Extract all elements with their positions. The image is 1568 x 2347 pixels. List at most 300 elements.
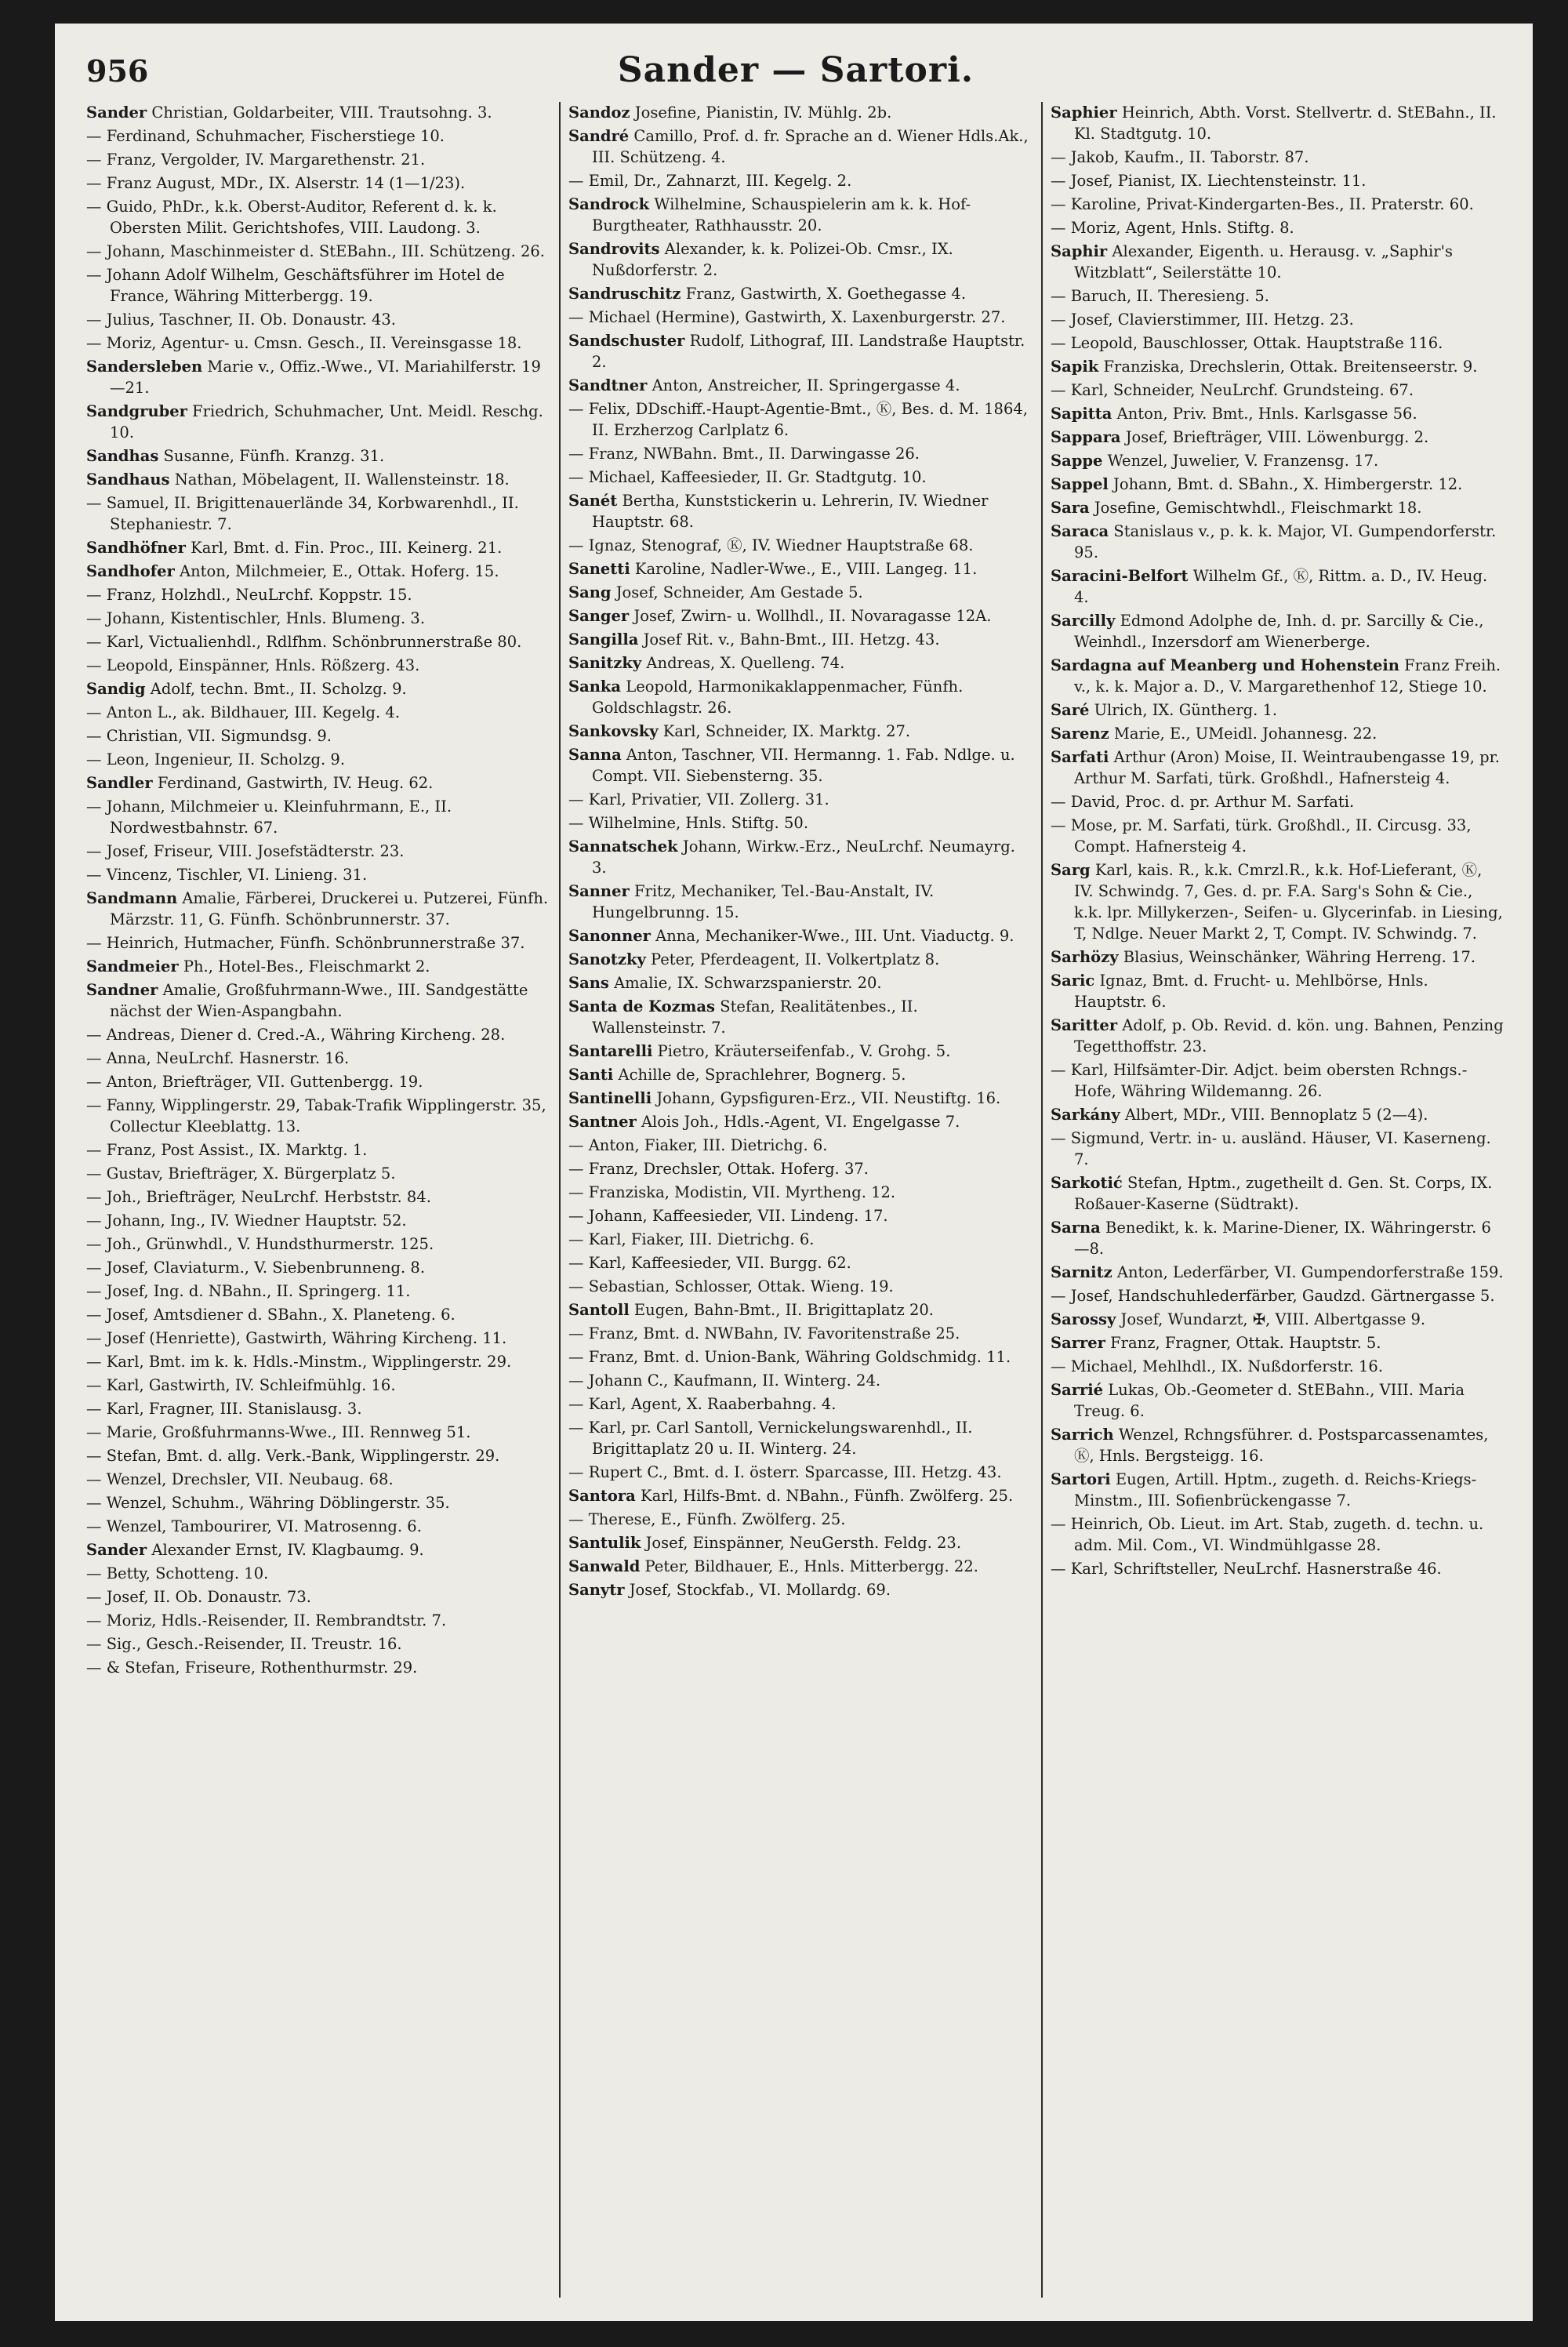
entry-surname: Sarfati	[1051, 748, 1109, 766]
entry-details: — Josef, Ing. d. NBahn., II. Springerg. 11.	[86, 1282, 411, 1300]
directory-entry	[86, 1422, 549, 1443]
entry-surname: Sandhofer	[86, 562, 175, 580]
entry-details: — Josef, Handschuhlederfärber, Gaudzd. Gärtnergasse 5.	[1051, 1287, 1495, 1305]
entry-details: — Jakob, Kaufm., II. Taborstr. 87.	[1051, 148, 1309, 166]
entry-details: — Karl, Schriftsteller, NeuLrchf. Hasnerstraße 46.	[1051, 1560, 1442, 1578]
directory-entry	[568, 1064, 1031, 1085]
directory-entry	[568, 1370, 1031, 1391]
directory-entry	[86, 979, 549, 1022]
entry-details: — Franz, Post Assist., IX. Marktg. 1.	[86, 1141, 368, 1159]
directory-entry	[86, 1657, 549, 1678]
directory-entry	[86, 309, 549, 330]
entry-details: — Leopold, Einspänner, Hnls. Rößzerg. 43.	[86, 656, 420, 674]
entry-surname: Santarelli	[568, 1042, 653, 1060]
entry-details: Josef Rit. v., Bahn-Bmt., III. Hetzg. 43.	[638, 630, 940, 649]
directory-entry	[568, 1276, 1031, 1297]
directory-entry	[568, 125, 1031, 168]
directory-entry	[568, 1135, 1031, 1156]
entry-details: — Josef (Henriette), Gastwirth, Währing Kircheng. 11.	[86, 1329, 507, 1347]
entry-surname: Sanetti	[568, 560, 630, 578]
entry-details: Adolf, p. Ob. Revid. d. kön. ung. Bahnen, Penzing Tegetthoffstr. 23.	[1074, 1016, 1504, 1055]
entry-details: Josef, Stockfab., VI. Mollardg. 69.	[624, 1581, 891, 1599]
entry-details: Heinrich, Abth. Vorst. Stellvertr. d. StEBahn., II. Kl. Stadtgutg. 10.	[1074, 104, 1497, 143]
directory-entry	[1051, 170, 1505, 191]
directory-entry	[568, 1088, 1031, 1109]
entry-details: — Karl, Bmt. im k. k. Hdls.-Minstm., Wipplingerstr. 29.	[86, 1353, 512, 1371]
entry-details: — Vincenz, Tischler, VI. Linieng. 31.	[86, 866, 368, 884]
directory-body	[86, 102, 1505, 2298]
directory-entry	[86, 725, 549, 747]
directory-entry	[1051, 859, 1505, 944]
entry-details: — Franz, Drechsler, Ottak. Hoferg. 37.	[568, 1160, 869, 1178]
directory-entry	[86, 241, 549, 262]
entry-surname: Sannatschek	[568, 837, 678, 856]
entry-details: Franziska, Drechslerin, Ottak. Breitenseerstr. 9.	[1098, 358, 1478, 376]
directory-entry	[86, 356, 549, 398]
entry-details: — Karl, Kaffeesieder, VII. Burgg. 62.	[568, 1254, 851, 1272]
entry-surname: Sarrer	[1051, 1334, 1105, 1352]
entry-details: Arthur (Aron) Moise, II. Weintraubengasse 19, pr. Arthur M. Sarfati, türk. Großhdl., Hafnersteig 4.	[1074, 748, 1500, 787]
entry-details: Franz Freih. v., k. k. Major a. D., V. Margarethenhof 12, Stiege 10.	[1074, 656, 1501, 696]
entry-details: Amalie, Färberei, Druckerei u. Putzerei, Fünfh. Märzstr. 11, G. Fünfh. Schönbrunnerstr. 37.	[110, 889, 549, 928]
entry-details: — Sebastian, Schlosser, Ottak. Wieng. 19.	[568, 1277, 894, 1295]
entry-surname: Sander	[86, 104, 147, 122]
directory-entry	[86, 1375, 549, 1396]
entry-details: — Josef, Amtsdiener d. SBahn., X. Planeteng. 6.	[86, 1306, 456, 1324]
directory-entry	[86, 1610, 549, 1631]
entry-details: Anton, Anstreicher, II. Springergasse 4.	[647, 376, 960, 394]
entry-details: — Anton L., ak. Bildhauer, III. Kegelg. 4.	[86, 703, 401, 721]
directory-entry	[1051, 1015, 1505, 1057]
entry-surname: Sardagna auf Meanberg und Hohenstein	[1051, 656, 1399, 674]
entry-details: Leopold, Harmonikaklappenmacher, Fünfh. Goldschlagstr. 26.	[592, 678, 964, 717]
directory-entry	[568, 194, 1031, 236]
entry-details: — Sigmund, Vertr. in- u. ausländ. Häuser, VI. Kaserneng. 7.	[1051, 1129, 1491, 1168]
directory-entry	[568, 1158, 1031, 1179]
directory-entry	[1051, 1128, 1505, 1170]
entry-details: — Franz, Bmt. d. NWBahn, IV. Favoritenstraße 25.	[568, 1324, 960, 1342]
entry-details: — Julius, Taschner, II. Ob. Donaustr. 43.	[86, 311, 397, 329]
entry-surname: Sanwald	[568, 1557, 641, 1575]
directory-entry	[86, 956, 549, 977]
entry-details: Alexander Ernst, IV. Klagbaumg. 9.	[147, 1541, 424, 1559]
directory-entry	[1051, 1558, 1505, 1579]
entry-surname: Santulik	[568, 1534, 641, 1552]
entry-surname: Sander	[86, 1541, 147, 1559]
entry-surname: Sanét	[568, 492, 618, 510]
directory-entry	[86, 125, 549, 147]
directory-entry	[1051, 147, 1505, 168]
entry-surname: Sanka	[568, 678, 622, 696]
entry-details: — Marie, Großfuhrmanns-Wwe., III. Rennweg 51.	[86, 1423, 471, 1441]
directory-entry	[1051, 791, 1505, 812]
entry-details: Alexander, k. k. Polizei-Ob. Cmsr., IX. Nußdorferstr. 2.	[592, 240, 953, 279]
entry-details: — Felix, DDschiff.-Haupt-Agentie-Bmt., Ⓚ, Bes. d. M. 1864, II. Erzherzog Carlplatz 6.	[568, 400, 1028, 439]
directory-entry	[86, 1186, 549, 1208]
entry-details: Stanislaus v., p. k. k. Major, VI. Gumpendorferstr. 95.	[1074, 522, 1497, 561]
directory-entry	[1051, 1469, 1505, 1511]
entry-details: — David, Proc. d. pr. Arthur M. Sarfati.	[1051, 793, 1355, 811]
entry-surname: Santora	[568, 1487, 636, 1505]
entry-details: Blasius, Weinschänker, Währing Herreng. 17.	[1118, 948, 1476, 966]
entry-details: — Johann, Maschinmeister d. StEBahn., III. Schützeng. 26.	[86, 242, 545, 260]
entry-details: Alexander, Eigenth. u. Herausg. v. „Saphir's Witzblatt“, Seilerstätte 10.	[1074, 242, 1453, 282]
entry-details: Stefan, Hptm., zugetheilt d. Gen. St. Corps, IX. Roßauer-Kaserne (Südtrakt).	[1074, 1174, 1493, 1213]
entry-details: Peter, Bildhauer, E., Hnls. Mitterbergg. 22.	[640, 1557, 978, 1575]
entry-details: — Leopold, Bauschlosser, Ottak. Hauptstraße 116.	[1051, 334, 1443, 352]
directory-entry	[568, 535, 1031, 556]
entry-surname: Sarna	[1051, 1219, 1101, 1237]
entry-details: Karl, Bmt. d. Fin. Proc., III. Keinerg. 21.	[185, 539, 503, 557]
directory-entry	[86, 492, 549, 535]
entry-details: Adolf, techn. Bmt., II. Scholzg. 9.	[145, 680, 407, 698]
entry-details: — Joh., Briefträger, NeuLrchf. Herbststr. 84.	[86, 1188, 431, 1206]
entry-details: Josef, Zwirn- u. Wollhdl., II. Novaragasse 12A.	[629, 607, 992, 625]
directory-entry	[568, 1252, 1031, 1273]
entry-details: Franz, Gastwirth, X. Goethegasse 4.	[681, 285, 967, 303]
directory-entry	[1051, 1104, 1505, 1125]
entry-details: Ignaz, Bmt. d. Frucht- u. Mehlbörse, Hnls. Hauptstr. 6.	[1074, 972, 1428, 1011]
entry-details: Ulrich, IX. Güntherg. 1.	[1089, 701, 1278, 719]
directory-entry	[1051, 946, 1505, 968]
entry-details: — Franz August, MDr., IX. Alserstr. 14 (1—1/23).	[86, 174, 466, 192]
directory-entry	[86, 749, 549, 770]
directory-entry	[1051, 356, 1505, 377]
directory-entry	[1051, 1332, 1505, 1353]
entry-details: Susanne, Fünfh. Kranzg. 31.	[158, 447, 385, 465]
entry-details: Albert, MDr., VIII. Bennoplatz 5 (2—4).	[1120, 1106, 1428, 1124]
directory-entry	[568, 652, 1031, 674]
entry-details: — Johann, Ing., IV. Wiedner Hauptstr. 52.	[86, 1212, 407, 1230]
directory-entry	[86, 1163, 549, 1184]
directory-entry	[1051, 1513, 1505, 1556]
directory-entry	[86, 1048, 549, 1069]
directory-entry	[86, 1516, 549, 1537]
entry-details: — Moriz, Hdls.-Reisender, II. Rembrandtstr. 7.	[86, 1611, 447, 1629]
directory-entry	[568, 307, 1031, 328]
entry-details: — Johann, Milchmeier u. Kleinfuhrmann, E., II. Nordwestbahnstr. 67.	[86, 797, 452, 837]
directory-entry	[86, 445, 549, 467]
entry-surname: Saraca	[1051, 522, 1109, 540]
entry-surname: Sanonner	[568, 927, 651, 945]
entry-details: — Fanny, Wipplingerstr. 29, Tabak-Trafik Wipplingerstr. 35, Collectur Kleeblattg. 13.	[86, 1096, 546, 1135]
entry-surname: Sangilla	[568, 630, 639, 649]
entry-surname: Saritter	[1051, 1016, 1118, 1034]
entry-surname: Sandler	[86, 774, 153, 792]
entry-details: Friedrich, Schuhmacher, Unt. Meidl. Reschg. 10.	[110, 402, 543, 441]
directory-entry	[568, 170, 1031, 191]
directory-entry	[568, 1299, 1031, 1321]
directory-entry	[1051, 474, 1505, 495]
entry-details: — Andreas, Diener d. Cred.-A., Währing Kircheng. 28.	[86, 1026, 506, 1044]
directory-entry	[568, 1556, 1031, 1577]
entry-surname: Sandig	[86, 680, 146, 698]
entry-surname: Santi	[568, 1066, 614, 1084]
entry-surname: Sankovsky	[568, 722, 659, 740]
directory-entry	[568, 375, 1031, 396]
entry-details: — Michael (Hermine), Gastwirth, X. Laxenburgerstr. 27.	[568, 308, 1006, 326]
directory-entry	[568, 1509, 1031, 1530]
entry-details: Achille de, Sprachlehrer, Bognerg. 5.	[613, 1066, 906, 1084]
entry-details: — Karl, Hilfsämter-Dir. Adjct. beim obersten Rchngs.-Hofe, Währing Wildemanng. 26.	[1051, 1061, 1468, 1100]
entry-details: — Franziska, Modistin, VII. Myrtheng. 12.	[568, 1183, 896, 1201]
directory-entry	[86, 561, 549, 582]
entry-details: — Ferdinand, Schuhmacher, Fischerstiege 10.	[86, 127, 445, 145]
directory-entry	[86, 1469, 549, 1490]
directory-entry	[568, 996, 1031, 1038]
entry-surname: Sandmann	[86, 889, 178, 907]
entry-surname: Sans	[568, 974, 609, 992]
entry-details: Eugen, Bahn-Bmt., II. Brigittaplatz 20.	[629, 1301, 934, 1319]
directory-entry	[86, 1492, 549, 1513]
entry-surname: Saracini-Belfort	[1051, 567, 1189, 585]
entry-details: — Karl, Fiaker, III. Dietrichg. 6.	[568, 1230, 815, 1248]
entry-details: Amalie, Großfuhrmann-Wwe., III. Sandgestätte nächst der Wien-Aspangbahn.	[110, 981, 528, 1020]
directory-entry	[86, 655, 549, 676]
entry-surname: Sandhöfner	[86, 539, 186, 557]
directory-entry	[1051, 970, 1505, 1012]
entry-surname: Sandtner	[568, 376, 648, 394]
entry-details: Wilhelmine, Schauspielerin am k. k. Hof-Burgtheater, Rathhausstr. 20.	[592, 195, 971, 234]
entry-details: — Johann, Kistentischler, Hnls. Blumeng. 3.	[86, 609, 426, 627]
directory-entry	[568, 330, 1031, 372]
directory-entry	[86, 1563, 549, 1584]
directory-entry	[568, 1485, 1031, 1506]
directory-entry	[568, 1346, 1031, 1368]
entry-details: — Christian, VII. Sigmundsg. 9.	[86, 727, 332, 745]
entry-details: — Karoline, Privat-Kindergarten-Bes., II. Praterstr. 60.	[1051, 195, 1474, 213]
directory-entry	[86, 1095, 549, 1137]
directory-entry	[568, 881, 1031, 923]
entry-surname: Sanotzky	[568, 950, 646, 968]
entry-details: Alois Joh., Hdls.-Agent, VI. Engelgasse 7.	[636, 1113, 960, 1131]
entry-details: Johann, Wirkw.-Erz., NeuLrchf. Neumayrg. 3.	[592, 837, 1015, 877]
directory-entry	[568, 1323, 1031, 1344]
directory-entry	[1051, 699, 1505, 721]
entry-details: — Sig., Gesch.-Reisender, II. Treustr. 16.	[86, 1635, 402, 1653]
entry-details: — Ignaz, Stenograf, Ⓚ, IV. Wiedner Hauptstraße 68.	[568, 536, 974, 554]
directory-entry	[1051, 1379, 1505, 1422]
entry-surname: Sapitta	[1051, 405, 1112, 423]
entry-details: — Moriz, Agentur- u. Cmsn. Gesch., II. Vereinsgasse 18.	[86, 334, 522, 352]
entry-surname: Sarrié	[1051, 1381, 1104, 1399]
directory-entry	[568, 605, 1031, 627]
entry-surname: Santinelli	[568, 1089, 652, 1107]
directory-entry	[1051, 217, 1505, 238]
entry-surname: Santner	[568, 1113, 637, 1131]
entry-details: — Karl, Gastwirth, IV. Schleifmühlg. 16.	[86, 1376, 396, 1394]
directory-entry	[86, 1139, 549, 1161]
entry-surname: Sarrich	[1051, 1426, 1114, 1444]
entry-details: Fritz, Mechaniker, Tel.-Bau-Anstalt, IV. Hungelbrunng. 15.	[592, 882, 935, 921]
entry-details: Karl, Hilfs-Bmt. d. NBahn., Fünfh. Zwölferg. 25.	[635, 1487, 1014, 1505]
directory-entry	[568, 1205, 1031, 1226]
entry-surname: Sandré	[568, 127, 630, 145]
directory-entry	[1051, 427, 1505, 448]
entry-surname: Sanitzky	[568, 654, 642, 672]
entry-details: — Wenzel, Tambourirer, VI. Matrosenng. 6.	[86, 1517, 422, 1535]
entry-surname: Sanna	[568, 746, 622, 764]
directory-entry	[568, 283, 1031, 304]
entry-details: Josef, Wundarzt, ✠, VIII. Albertgasse 9.	[1116, 1310, 1426, 1328]
entry-details: — Josef, II. Ob. Donaustr. 73.	[86, 1588, 311, 1606]
directory-entry	[568, 398, 1031, 441]
entry-details: Anton, Milchmeier, E., Ottak. Hoferg. 15.	[174, 562, 499, 580]
directory-entry	[86, 864, 549, 885]
directory-entry	[86, 1257, 549, 1278]
directory-entry	[1051, 1059, 1505, 1102]
entry-details: — Leon, Ingenieur, II. Scholzg. 9.	[86, 750, 346, 768]
entry-details: Edmond Adolphe de, Inh. d. pr. Sarcilly & Cie., Weinhdl., Inzersdorf am Wienerberge.	[1074, 612, 1484, 651]
entry-details: — Anna, NeuLrchf. Hasnerstr. 16.	[86, 1049, 350, 1067]
directory-entry	[1051, 610, 1505, 652]
entry-details: — Samuel, II. Brigittenauerlände 34, Korbwarenhdl., II. Stephaniestr. 7.	[86, 494, 519, 533]
directory-entry	[86, 932, 549, 954]
entry-surname: Sarenz	[1051, 725, 1109, 743]
entry-details: Johann, Gypsfiguren-Erz., VII. Neustiftg. 16.	[652, 1089, 1001, 1107]
entry-details: Karl, Schneider, IX. Marktg. 27.	[658, 722, 911, 740]
entry-surname: Sarkány	[1051, 1106, 1120, 1124]
entry-details: — Stefan, Bmt. d. allg. Verk.-Bank, Wipplingerstr. 29.	[86, 1447, 500, 1465]
directory-entry	[86, 1445, 549, 1466]
entry-surname: Sandgruber	[86, 402, 187, 420]
directory-entry	[1051, 1262, 1505, 1283]
directory-entry	[86, 1210, 549, 1231]
directory-entry	[568, 102, 1031, 123]
directory-entry	[1051, 565, 1505, 608]
entry-details: Nathan, Möbelagent, II. Wallensteinstr. 18.	[169, 470, 510, 489]
directory-entry	[86, 149, 549, 170]
entry-details: Wenzel, Juwelier, V. Franzensg. 17.	[1102, 452, 1379, 470]
directory-entry	[1051, 309, 1505, 330]
entry-details: Lukas, Ob.-Geometer d. StEBahn., VIII. Maria Treug. 6.	[1074, 1381, 1465, 1420]
directory-entry	[86, 584, 549, 605]
entry-details: — Therese, E., Fünfh. Zwölferg. 25.	[568, 1510, 846, 1528]
directory-entry	[86, 1071, 549, 1092]
entry-details: — Moriz, Agent, Hnls. Stiftg. 8.	[1051, 219, 1294, 237]
entry-surname: Santoll	[568, 1301, 630, 1319]
directory-entry	[568, 238, 1031, 281]
directory-entry	[568, 1182, 1031, 1203]
entry-details: — Betty, Schotteng. 10.	[86, 1564, 269, 1582]
directory-entry	[1051, 380, 1505, 401]
directory-entry	[1051, 241, 1505, 283]
entry-details: Ph., Hotel-Bes., Fleischmarkt 2.	[178, 957, 430, 975]
entry-surname: Sappara	[1051, 428, 1121, 446]
entry-details: — Guido, PhDr., k.k. Oberst-Auditor, Referent d. k. k. Obersten Milit. Gerichtshofes, VIII. Laudong. 3.	[86, 198, 497, 237]
directory-page	[55, 24, 1533, 2321]
directory-entry	[86, 264, 549, 307]
entry-details: — Karl, Schneider, NeuLrchf. Grundsteing. 67.	[1051, 381, 1414, 399]
entry-surname: Saré	[1051, 701, 1090, 719]
directory-entry	[86, 772, 549, 794]
entry-details: Andreas, X. Quelleng. 74.	[641, 654, 845, 672]
directory-entry	[86, 796, 549, 838]
directory-entry	[568, 1229, 1031, 1250]
directory-entry	[568, 744, 1031, 787]
directory-entry	[86, 1328, 549, 1349]
entry-details: — Johann Adolf Wilhelm, Geschäftsführer im Hotel de France, Währing Mitterbergg. 19.	[86, 266, 505, 305]
directory-entry	[86, 608, 549, 629]
entry-details: Josef, Briefträger, VIII. Löwenburgg. 2.	[1120, 428, 1429, 446]
entry-details: Anna, Mechaniker-Wwe., III. Unt. Viaductg. 9.	[650, 927, 1014, 945]
entry-surname: Sandhaus	[86, 470, 170, 489]
entry-details: Pietro, Kräuterseifenfab., V. Grohg. 5.	[652, 1042, 951, 1060]
directory-entry	[86, 1586, 549, 1608]
directory-entry	[86, 888, 549, 930]
directory-entry	[1051, 1172, 1505, 1215]
entry-details: — & Stefan, Friseure, Rothenthurmstr. 29.	[86, 1659, 418, 1677]
entry-details: — Gustav, Briefträger, X. Bürgerplatz 5.	[86, 1164, 396, 1183]
entry-surname: Saphier	[1051, 104, 1117, 122]
entry-details: — Heinrich, Hutmacher, Fünfh. Schönbrunnerstraße 37.	[86, 934, 525, 952]
entry-details: — Karl, Victualienhdl., Rdlfhm. Schönbrunnerstraße 80.	[86, 633, 522, 651]
directory-entry	[1051, 655, 1505, 697]
entry-surname: Saphir	[1051, 242, 1108, 260]
directory-entry	[86, 841, 549, 862]
entry-details: Johann, Bmt. d. SBahn., X. Himbergerstr. 12.	[1108, 475, 1463, 493]
entry-details: — Franz, Bmt. d. Union-Bank, Währing Goldschmidg. 11.	[568, 1348, 1011, 1366]
directory-entry	[568, 836, 1031, 878]
directory-entry	[568, 721, 1031, 742]
directory-entry	[1051, 285, 1505, 307]
entry-details: — Josef, Clavierstimmer, III. Hetzg. 23.	[1051, 311, 1354, 329]
directory-entry	[568, 812, 1031, 834]
directory-entry	[568, 1532, 1031, 1553]
directory-entry	[86, 1233, 549, 1255]
entry-details: — Heinrich, Ob. Lieut. im Art. Stab, zugeth. d. techn. u. adm. Mil. Com., VI. Windmühlgasse 28.	[1051, 1515, 1484, 1554]
directory-entry	[568, 1393, 1031, 1415]
directory-entry	[1051, 332, 1505, 354]
directory-entry	[1051, 1424, 1505, 1466]
entry-details: — Franz, Holzhdl., NeuLrchf. Koppstr. 15.	[86, 586, 412, 604]
entry-details: Josefine, Gemischtwhdl., Fleischmarkt 18.	[1089, 499, 1422, 517]
entry-details: Peter, Pferdeagent, II. Volkertplatz 8.	[645, 950, 940, 968]
directory-entry	[568, 676, 1031, 718]
directory-entry	[86, 678, 549, 699]
entry-details: Wilhelm Gf., Ⓚ, Rittm. a. D., IV. Heug. 4.	[1074, 567, 1488, 606]
directory-entry	[86, 1398, 549, 1419]
directory-entry	[86, 401, 549, 443]
entry-surname: Sartori	[1051, 1470, 1111, 1488]
directory-entry	[1051, 521, 1505, 563]
directory-entry	[568, 1462, 1031, 1483]
entry-surname: Sandner	[86, 981, 158, 999]
entry-details: Anton, Lederfärber, VI. Gumpendorferstraße 159.	[1112, 1263, 1504, 1281]
entry-surname: Sandschuster	[568, 332, 685, 350]
entry-details: Wenzel, Rchngsführer. d. Postsparcassenamtes, Ⓚ, Hnls. Bergsteigg. 16.	[1074, 1426, 1489, 1465]
entry-details: — Wenzel, Drechsler, VII. Neubaug. 68.	[86, 1470, 394, 1488]
entry-details: — Rupert C., Bmt. d. I. österr. Sparcasse, III. Hetzg. 43.	[568, 1463, 1002, 1481]
entry-details: Anton, Priv. Bmt., Hnls. Karlsgasse 56.	[1112, 405, 1417, 423]
directory-entry	[568, 1417, 1031, 1459]
entry-details: — Emil, Dr., Zahnarzt, III. Kegelg. 2.	[568, 172, 852, 190]
directory-entry	[1051, 815, 1505, 857]
directory-entry	[568, 925, 1031, 946]
directory-entry	[568, 949, 1031, 970]
directory-entry	[1051, 1285, 1505, 1306]
entry-details: Karl, kais. R., k.k. Cmrzl.R., k.k. Hof-Lieferant, Ⓚ, IV. Schwindg. 7, Ges. d. pr. F.A. Sarg's Sohn & Cie., k.k. lpr. Millykerzen-, Seifen- u. Glycerinfab. in Liesing, T, Ndlge. Neuer Markt 2, T, Compt. IV. Schwindg. 7.	[1074, 861, 1503, 943]
directory-entry	[1051, 747, 1505, 789]
entry-details: — Johann C., Kaufmann, II. Winterg. 24.	[568, 1372, 881, 1390]
entry-surname: Sarnitz	[1051, 1263, 1112, 1281]
entry-surname: Sarcilly	[1051, 612, 1116, 630]
directory-entry	[568, 490, 1031, 532]
directory-entry	[568, 1041, 1031, 1062]
entry-details: — Joh., Grünwhdl., V. Hundsthurmerstr. 125.	[86, 1235, 434, 1253]
directory-entry	[86, 196, 549, 238]
entry-surname: Sandhas	[86, 447, 159, 465]
